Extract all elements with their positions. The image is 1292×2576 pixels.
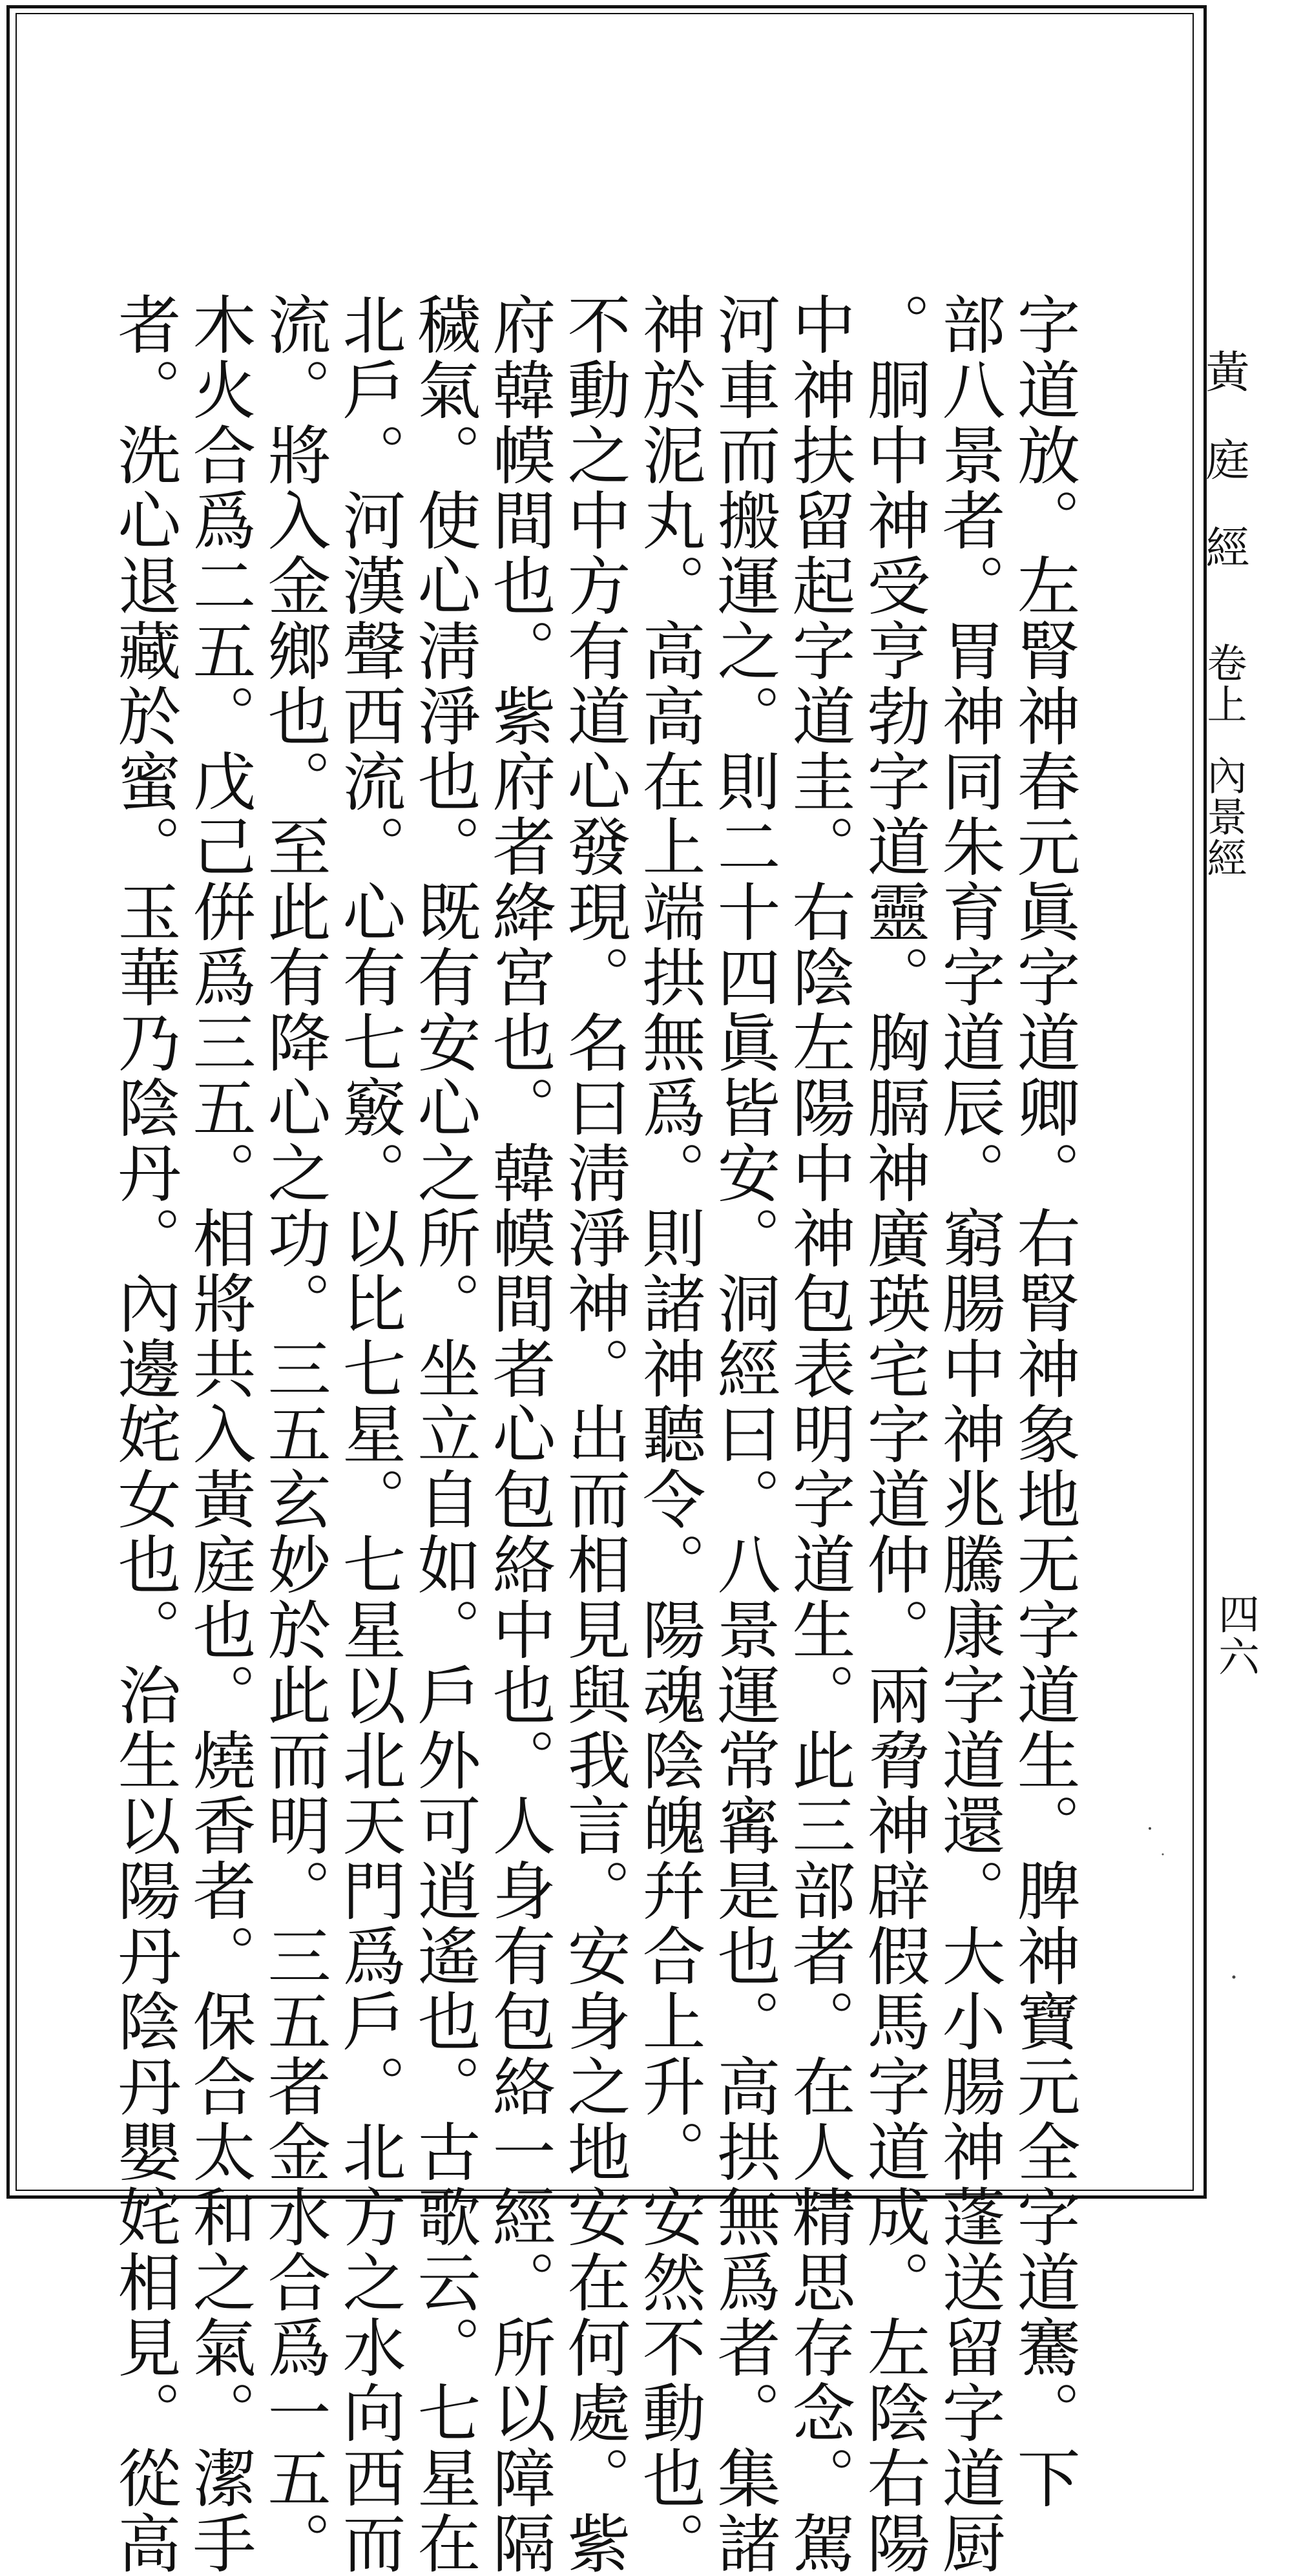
text-column-2: 部八景者。胃神同朱育字道辰。窮腸中神兆騰康字道還。大小腸神蓬送留字道厨 [932,292,1005,2576]
text-column-11: 流。將入金鄉也。至此有降心之功。三五玄妙於此而明。三五者金水合爲一五。 [257,292,331,2576]
book-title: 黃庭經 [1198,349,1249,613]
text-column-5: 河車而搬運之。則二十四眞皆安。洞經曰。八景運常寗是也。高拱無爲者。集諸 [707,292,780,2576]
print-specks [1137,1744,1266,2003]
text-column-6: 神於泥丸。高高在上端拱無爲。則諸神聽令。陽魂陰魄幷合上升。安然不動也。 [632,292,705,2576]
text-column-12: 木火合爲二五。戊己倂爲三五。相將共入黃庭也。燒香者。保合太和之氣。潔手 [182,292,256,2576]
volume-label: 卷上 [1200,642,1247,725]
text-column-8: 府韓幙間也。紫府者絳宮也。韓幙間者心包絡中也。人身有包絡一經。所以障隔 [482,292,556,2576]
text-column-13: 者。洗心退藏於蜜。玉華乃陰丹。內邊姹女也。治生以陽丹陰丹嬰姹相見。從高 [107,292,181,2576]
text-column-9: 穢氣。使心淸淨也。既有安心之所。坐立自如。戶外可逍遙也。古歌云。七星在 [407,292,481,2576]
text-column-1: 字道放。左腎神春元眞字道卿。右腎神象地无字道生。脾神寶元全字道騫。下 [1006,292,1080,2511]
running-header [1198,349,1249,879]
text-column-4: 中神扶留起字道圭。右陰左陽中神包表明字道生。此三部者。在人精思存念。駕 [782,292,855,2576]
section-label: 內景經 [1200,755,1247,879]
page-number: 四六 [1211,1593,1259,1678]
text-column-7: 不動之中方有道心發現。名曰淸淨神。出而相見與我言。安身之地安在何處。紫 [557,292,630,2576]
text-column-3: 。胴中神受亨勃字道靈。胸膈神廣瑛宅字道仲。兩脅神辟假馬字道成。左陰右陽 [857,292,930,2576]
text-column-10: 北戶。河漢聲西流。心有七竅。以比七星。七星以北天門爲戶。北方之水向西而 [332,292,406,2576]
